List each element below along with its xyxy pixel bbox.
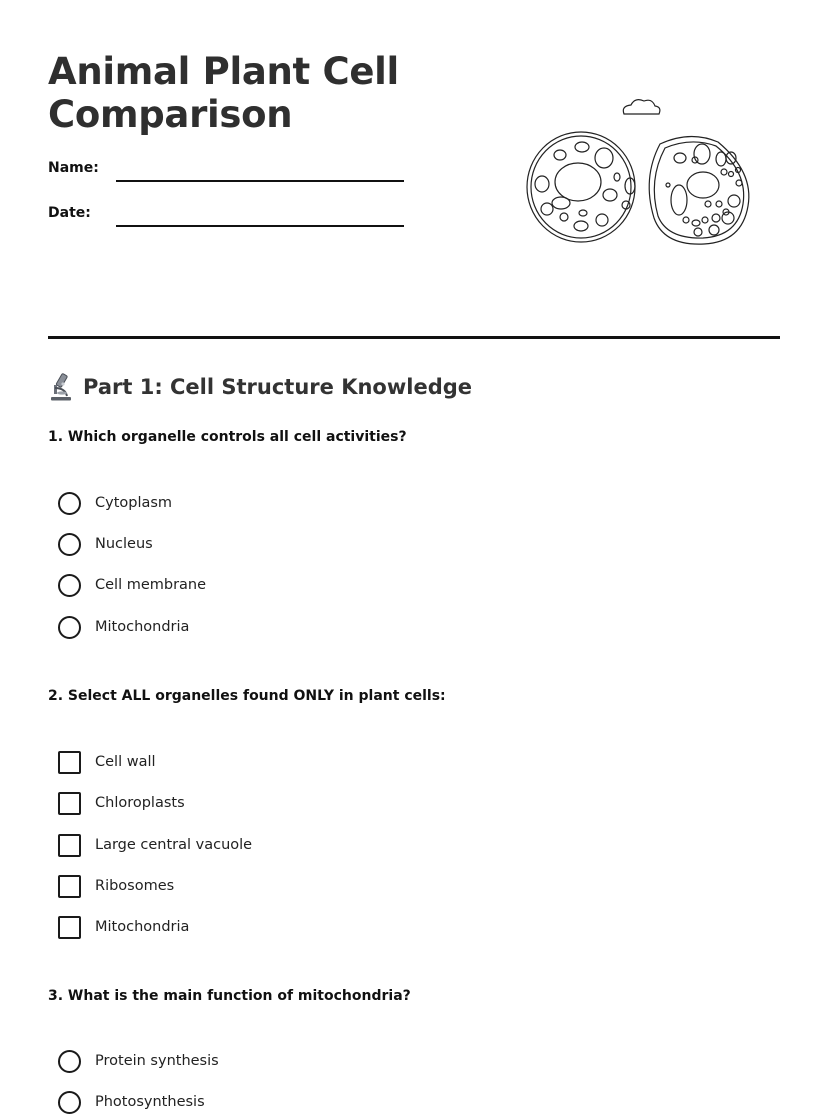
option-label: Ribosomes [95, 878, 175, 894]
option-label: Mitochondria [95, 619, 190, 635]
animal-cell-icon [527, 132, 635, 242]
option-label: Protein synthesis [95, 1053, 219, 1069]
q3-option-1[interactable] [58, 1049, 219, 1073]
radio-button[interactable] [58, 1091, 81, 1114]
option-label: Photosynthesis [95, 1094, 205, 1110]
microscope-icon [48, 372, 74, 402]
question-3-text: 3. What is the main function of mitochondria? [48, 988, 411, 1004]
checkbox[interactable] [58, 916, 81, 939]
radio-button[interactable] [58, 533, 81, 556]
checkbox[interactable] [58, 792, 81, 815]
q3-option-2[interactable] [58, 1090, 205, 1114]
q1-option-1[interactable] [58, 491, 172, 515]
cloud-icon [623, 100, 660, 114]
checkbox[interactable] [58, 751, 81, 774]
section-heading: Part 1: Cell Structure Knowledge [83, 375, 473, 399]
radio-button[interactable] [58, 574, 81, 597]
date-field-line[interactable] [116, 225, 404, 227]
worksheet-title [48, 50, 468, 136]
checkbox[interactable] [58, 834, 81, 857]
section-header-part-1 [48, 372, 472, 402]
option-label: Nucleus [95, 536, 153, 552]
checkbox[interactable] [58, 875, 81, 898]
question-2-text: 2. Select ALL organelles found ONLY in plant cells: [48, 688, 446, 704]
plant-cell-icon [649, 136, 749, 244]
q1-option-3[interactable] [58, 573, 206, 597]
q2-option-2[interactable] [58, 791, 185, 815]
option-label: Chloroplasts [95, 795, 185, 811]
q2-option-4[interactable] [58, 874, 174, 898]
option-label: Mitochondria [95, 919, 190, 935]
question-1-text: 1. Which organelle controls all cell activities? [48, 429, 407, 445]
radio-button[interactable] [58, 492, 81, 515]
date-label: Date: [48, 205, 91, 221]
option-label: Cell membrane [95, 577, 207, 593]
q1-option-2[interactable] [58, 532, 153, 556]
q2-option-1[interactable] [58, 750, 156, 774]
title-line-1: Animal Plant Cell [48, 50, 399, 93]
option-label: Cell wall [95, 754, 156, 770]
option-label: Large central vacuole [95, 837, 253, 853]
q2-option-3[interactable] [58, 833, 252, 857]
name-field-line[interactable] [116, 180, 404, 182]
section-divider [48, 336, 780, 339]
q1-option-4[interactable] [58, 615, 189, 639]
radio-button[interactable] [58, 1050, 81, 1073]
q2-option-5[interactable] [58, 915, 189, 939]
radio-button[interactable] [58, 616, 81, 639]
title-line-2: Comparison [48, 93, 293, 136]
name-label: Name: [48, 160, 99, 176]
option-label: Cytoplasm [95, 495, 173, 511]
cell-illustration [520, 92, 760, 247]
